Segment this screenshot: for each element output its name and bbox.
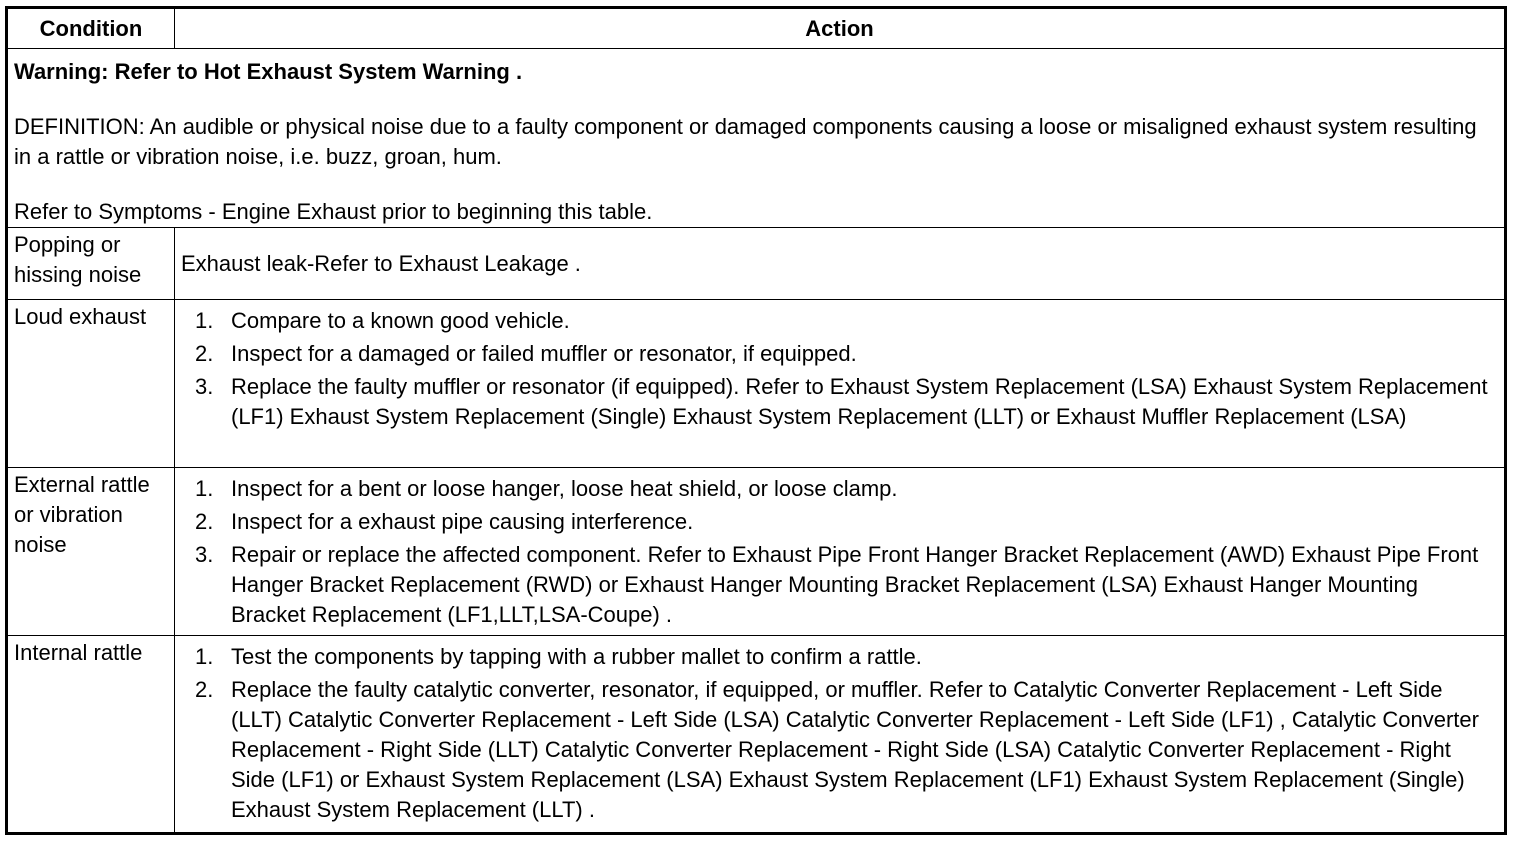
diagnostic-table [5, 6, 1507, 835]
refer-text: Refer to Symptoms - Engine Exhaust prior to beginning this table. [14, 199, 653, 224]
definition-text: DEFINITION: An audible or physical noise due to a faulty component or damaged components causing a loose or misaligned exhaust system resulting in a rattle or vibration noise, i.e. buzz, groan, hum. [14, 114, 1477, 169]
list-item [181, 642, 1498, 672]
step-number: 3. [195, 374, 214, 399]
list-item [181, 507, 1498, 537]
step-text: Repair or replace the affected component. Refer to Exhaust Pipe Front Hanger Bracket Replacement (AWD) Exhaust Pipe Front Hanger Bracket Replacement (RWD) or Exhaust Hanger Mounting Bracket Replacement (LSA) Exhaust Hanger Mounting Bracket Replacement (LF1,LLT,LSA-Coupe) . [231, 542, 1479, 627]
list-item [181, 372, 1498, 432]
step-number: 1. [195, 644, 214, 669]
header-row [7, 8, 1506, 49]
step-text: Inspect for a bent or loose hanger, loose heat shield, or loose clamp. [231, 476, 898, 501]
step-number: 2. [195, 341, 214, 366]
list-item [181, 675, 1498, 825]
condition-cell: Internal rattle [7, 636, 175, 834]
step-list [181, 474, 1498, 630]
step-number: 1. [195, 476, 214, 501]
table-row [7, 228, 1506, 300]
action-cell [175, 468, 1506, 636]
step-number: 1. [195, 308, 214, 333]
list-item [181, 339, 1498, 369]
step-number: 2. [195, 677, 214, 702]
list-item [181, 306, 1498, 336]
step-text: Test the components by tapping with a rubber mallet to confirm a rattle. [231, 644, 922, 669]
action-header: Action [175, 8, 1506, 49]
list-item [181, 540, 1498, 630]
step-list [181, 306, 1498, 432]
step-number: 2. [195, 509, 214, 534]
step-text: Inspect for a exhaust pipe causing interference. [231, 509, 694, 534]
condition-cell: Loud exhaust [7, 300, 175, 468]
table-row [7, 468, 1506, 636]
step-number: 3. [195, 542, 214, 567]
list-item [181, 474, 1498, 504]
step-text: Replace the faulty muffler or resonator (if equipped). Refer to Exhaust System Replacement (LSA) Exhaust System Replacement (LF1) Exhaust System Replacement (Single) Exhaust System Replacement (LLT) or Exhaust Muffler Replacement (LSA) [231, 374, 1488, 429]
intro-row [7, 49, 1506, 228]
action-cell [175, 300, 1506, 468]
step-text: Inspect for a damaged or failed muffler or resonator, if equipped. [231, 341, 857, 366]
condition-header: Condition [7, 8, 175, 49]
step-text: Replace the faulty catalytic converter, resonator, if equipped, or muffler. Refer to Catalytic Converter Replacement - Left Side (LLT) Catalytic Converter Replacement - Left Side (LSA) Catalytic Converter Replacement - Left Side (LF1) , Catalytic Converter Replacement - Right Side (LLT) Catalytic Converter Replacement - Right Side (LSA) Catalytic Converter Replacement - Right Side (LF1) or Exhaust System Replacement (LSA) Exhaust System Replacement (LF1) Exhaust System Replacement (Single) Exhaust System Replacement (LLT) . [231, 677, 1479, 822]
table-row [7, 300, 1506, 468]
action-cell: Exhaust leak-Refer to Exhaust Leakage . [175, 228, 1506, 300]
warning-text: Warning: Refer to Hot Exhaust System Warning . [14, 59, 523, 84]
table-row [7, 636, 1506, 834]
condition-cell: External rattle or vibration noise [7, 468, 175, 636]
step-list [181, 642, 1498, 825]
condition-cell: Popping or hissing noise [7, 228, 175, 300]
step-text: Compare to a known good vehicle. [231, 308, 570, 333]
intro-cell [7, 49, 1506, 228]
action-cell [175, 636, 1506, 834]
